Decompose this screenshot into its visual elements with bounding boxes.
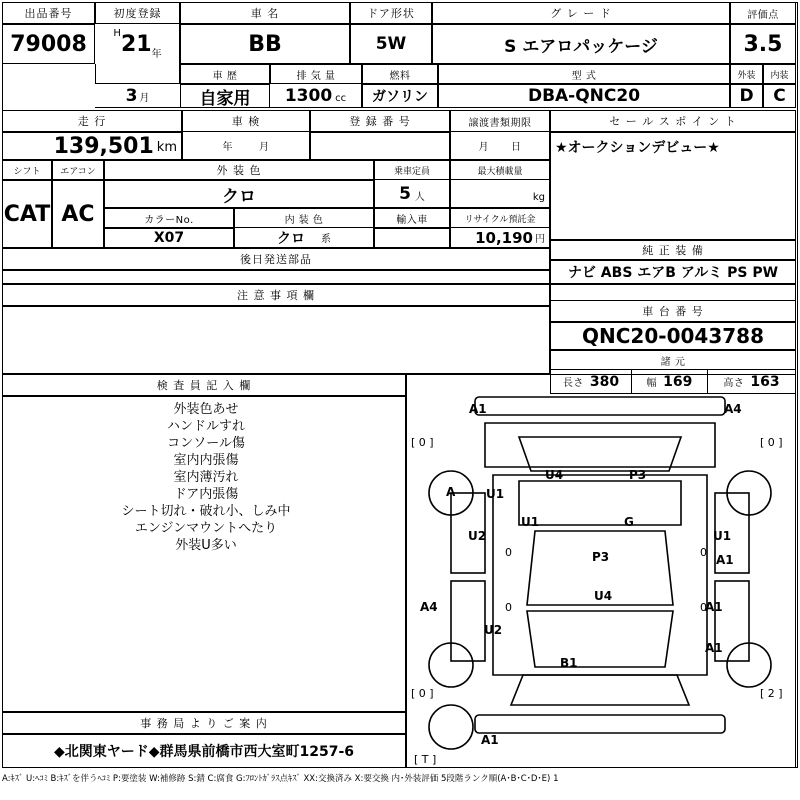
grade-value: S エアロパッケージ <box>432 24 730 64</box>
diagram-mark: U4 <box>545 468 564 482</box>
displacement-value: 1300 cc <box>270 84 362 108</box>
diagram-mark: A4 <box>724 402 742 416</box>
inspector-line: 外装色あせ <box>173 402 239 417</box>
office-title: 事 務 局 よ り ご 案 内 <box>2 712 406 734</box>
chassis-label: 車 台 番 号 <box>550 300 796 322</box>
diagram-mark: U1 <box>713 529 732 543</box>
equipment-label: 純 正 装 備 <box>550 240 796 260</box>
shaken-label: 車 検 <box>182 110 310 132</box>
damage-diagram-panel <box>406 374 796 768</box>
inspector-notes <box>2 396 406 712</box>
door-value: 5W <box>350 24 432 64</box>
history-value: 自家用 <box>180 84 270 108</box>
inspector-line: ハンドルすれ <box>166 419 245 434</box>
max-load-label: 最大積載量 <box>450 160 550 180</box>
max-load-value: kg <box>450 180 550 208</box>
door-label: ドア形状 <box>350 2 432 24</box>
diagram-mark: A1 <box>481 733 499 747</box>
history-label: 車 歴 <box>180 64 270 84</box>
diagram-mark: [ 0 ] <box>760 436 783 449</box>
diagram-mark: A4 <box>420 600 438 614</box>
legend-text: A:ｷｽﾞ U:ﾍｺﾐ B:ｷｽﾞを伴うﾍｺﾐ P:要塗装 W:補修跡 S:錆 C:腐食 G:ﾌﾛﾝﾄｶﾞﾗｽ点ｷｽﾞ XX:交換済み X:要交換 内･外装評価 5段階ランク順(A･B･C･D･E) 1 <box>2 774 559 784</box>
diagram-mark: A1 <box>705 641 723 655</box>
diagram-mark: A1 <box>716 553 734 567</box>
transfer-label: 譲渡書類期限 <box>450 110 550 132</box>
diagram-mark: A1 <box>469 402 487 416</box>
maker-label: 諸 元 <box>550 350 796 370</box>
import-value <box>374 228 450 248</box>
score-value: 3.5 <box>730 24 796 64</box>
interior-grade-label: 内装 <box>763 64 796 84</box>
inspector-line: コンソール傷 <box>167 436 245 451</box>
score-label: 評価点 <box>730 2 796 24</box>
exterior-color-value: クロ <box>104 180 374 208</box>
diagram-mark: 0 <box>505 601 512 614</box>
diagram-mark: P3 <box>592 550 610 564</box>
seats-label: 乗車定員 <box>374 160 450 180</box>
diagram-mark: [ 0 ] <box>411 687 434 700</box>
diagram-mark: 0 <box>700 601 707 614</box>
model-value: DBA-QNC20 <box>438 84 730 108</box>
diagram-mark: A1 <box>705 600 723 614</box>
diagram-mark: U4 <box>594 589 613 603</box>
grade-label: グ レ ー ド <box>432 2 730 24</box>
displacement-label: 排 気 量 <box>270 64 362 84</box>
diagram-mark: U2 <box>468 529 487 543</box>
diagram-mark: B1 <box>560 656 578 670</box>
color-no-label: カラーNo. <box>104 208 234 228</box>
interior-color-label: 内 装 色 <box>234 208 374 228</box>
later-parts-label: 後日発送部品 <box>2 248 550 270</box>
diagram-mark: U2 <box>484 623 503 637</box>
color-no-value: X07 <box>104 228 234 248</box>
fuel-label: 燃料 <box>362 64 438 84</box>
shaken-value: 年 月 <box>182 132 310 160</box>
first-reg-month-blank <box>95 64 180 84</box>
diagram-mark: [ 0 ] <box>411 436 434 449</box>
inspector-line: エンジンマウントへたり <box>134 521 278 536</box>
exterior-color-label: 外 装 色 <box>104 160 374 180</box>
mileage-value: 139,501 km <box>2 132 182 160</box>
car-damage-diagram <box>407 375 795 767</box>
equipment-value: ナビ ABS エアB アルミ PS PW <box>550 260 796 284</box>
shift-label: シフト <box>2 160 52 180</box>
car-name-value: BB <box>180 24 350 64</box>
diagram-mark: A <box>446 485 456 499</box>
transfer-value: 月 日 <box>450 132 550 160</box>
mileage-label: 走 行 <box>2 110 182 132</box>
later-parts-value <box>2 270 550 284</box>
length-cell: 長さ 380 <box>550 370 632 394</box>
interior-grade-value: C <box>763 84 796 108</box>
ac-label: エアコン <box>52 160 104 180</box>
inspector-line: シート切れ・破れ小、しみ中 <box>121 504 291 519</box>
notice-value <box>2 306 550 374</box>
diagram-mark: P3 <box>629 468 647 482</box>
regno-value <box>310 132 450 160</box>
shift-value: CAT <box>2 180 52 248</box>
first-reg-divider <box>95 24 180 64</box>
diagram-mark: 0 <box>700 546 707 559</box>
sales-point-value: ★オークションデビュー★ <box>550 132 796 240</box>
first-reg-value: H 21 年 <box>113 28 162 60</box>
chassis-value: QNC20-0043788 <box>550 322 796 350</box>
diagram-mark: [ T ] <box>414 753 437 766</box>
model-label: 型 式 <box>438 64 730 84</box>
diagram-mark: G <box>624 515 634 529</box>
inspector-title: 検 査 員 記 入 欄 <box>2 374 406 396</box>
diagram-mark: U1 <box>486 487 505 501</box>
diagram-mark: U1 <box>521 515 540 529</box>
seats-value: 5 人 <box>374 180 450 208</box>
sales-point-label: セ ー ル ス ポ イ ン ト <box>550 110 796 132</box>
diagram-mark: 0 <box>505 546 512 559</box>
notice-label: 注 意 事 項 欄 <box>2 284 550 306</box>
interior-color-value: クロ 系 <box>234 228 374 248</box>
chassis-spacer <box>550 284 796 300</box>
diagram-mark: [ 2 ] <box>760 687 783 700</box>
first-reg-label: 初度登録 <box>95 2 180 24</box>
inspector-line: 室内薄汚れ <box>173 470 239 485</box>
office-line: ◆北関東ヤード◆群馬県前橋市西大室町1257-6 <box>2 734 406 768</box>
ac-value: AC <box>52 180 104 248</box>
exterior-grade-label: 外装 <box>730 64 763 84</box>
lot-no-label: 出品番号 <box>2 2 95 24</box>
inspector-line: 外装U多い <box>175 538 237 553</box>
recycle-value: 10,190 円 <box>450 228 550 248</box>
height-cell: 高さ 163 <box>708 370 796 394</box>
lot-no-value: 79008 <box>2 24 95 64</box>
regno-label: 登 録 番 号 <box>310 110 450 132</box>
inspector-line: ドア内張傷 <box>173 487 239 502</box>
width-cell: 幅 169 <box>632 370 708 394</box>
first-reg-month-value: 3 月 <box>95 84 180 108</box>
import-label: 輸入車 <box>374 208 450 228</box>
exterior-grade-value: D <box>730 84 763 108</box>
recycle-label: リサイクル預託金 <box>450 208 550 228</box>
car-name-label: 車 名 <box>180 2 350 24</box>
fuel-value: ガソリン <box>362 84 438 108</box>
inspector-line: 室内内張傷 <box>173 453 239 468</box>
